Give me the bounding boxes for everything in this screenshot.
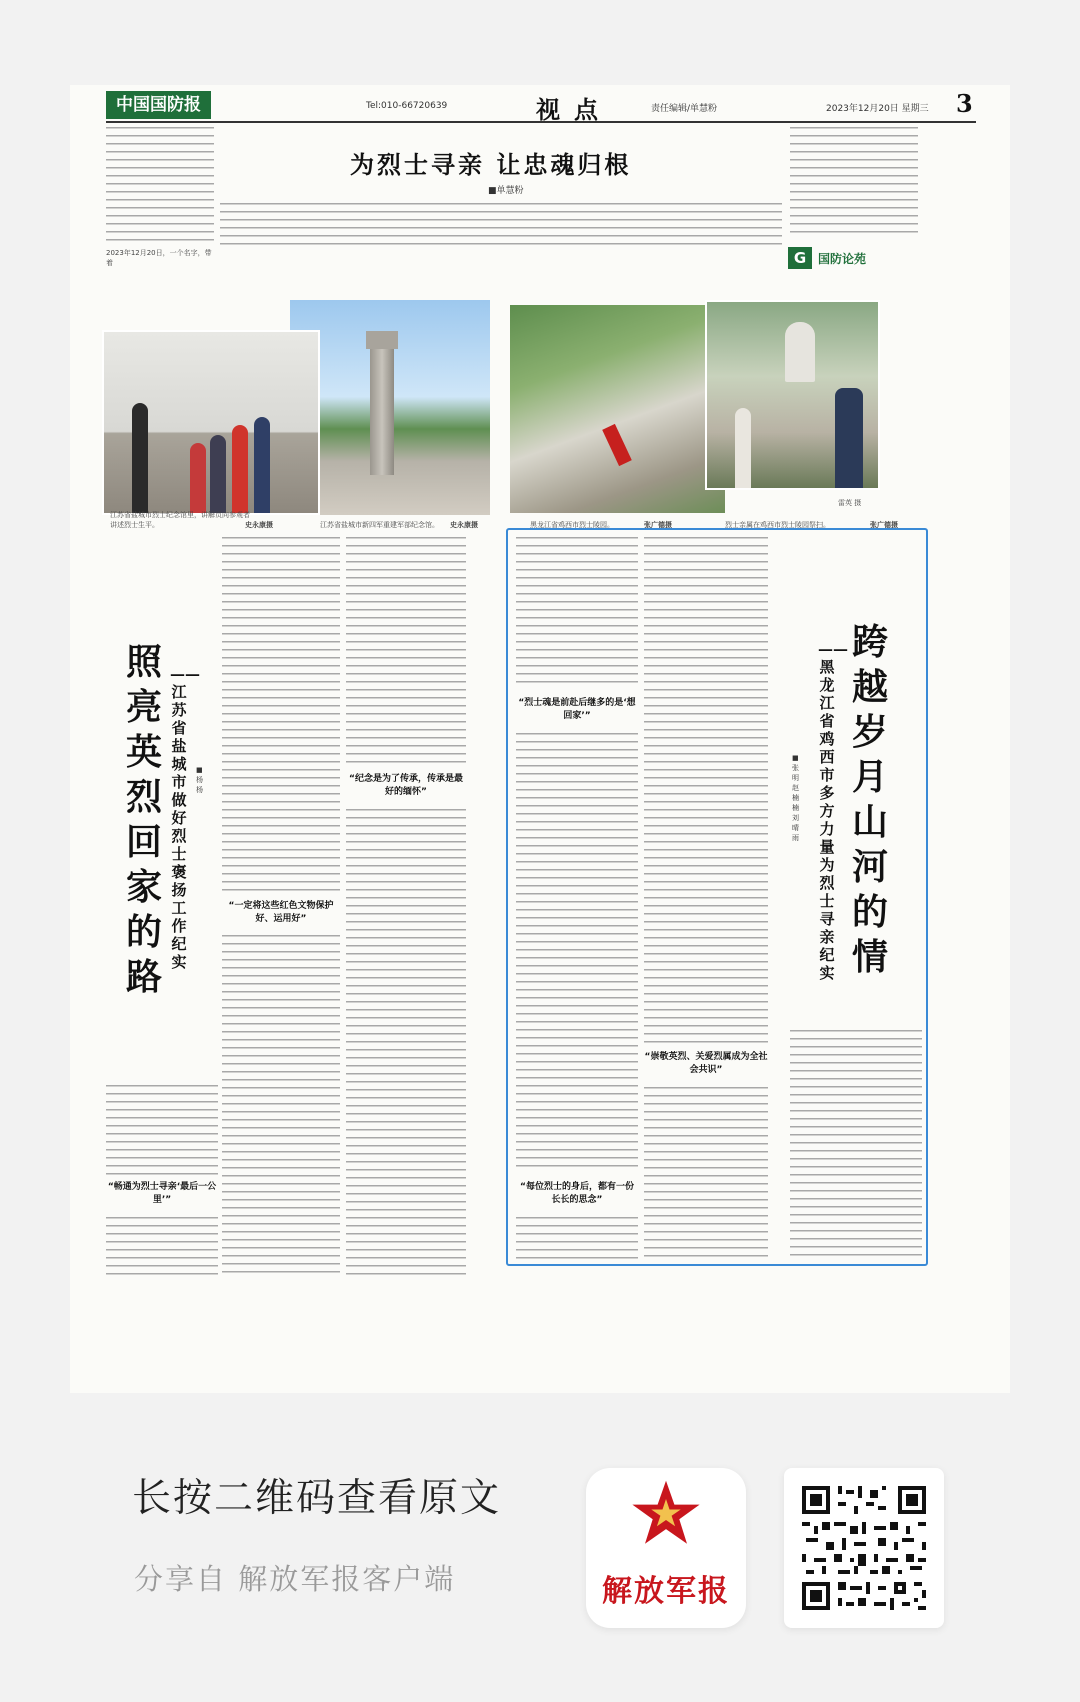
right-text-block [644, 1087, 768, 1261]
right-article-subtitle: ——黑龙江省鸡西市多方力量为烈士寻亲纪实 [818, 640, 848, 982]
memorial-monument [370, 345, 394, 475]
right-crosshead: “每位烈士的身后，都有一份长长的思念” [520, 1182, 634, 1205]
veteran-figure [835, 388, 863, 488]
qr-code[interactable] [784, 1468, 944, 1628]
tombstone [785, 322, 815, 382]
photo-credit: 雷英 摄 [838, 499, 862, 507]
masthead [106, 87, 976, 123]
visitor-figure [210, 435, 226, 513]
left-article-byline: ■杨杨 [196, 766, 203, 794]
right-text-block [516, 537, 638, 689]
qr-instruction: 长按二维码查看原文 [132, 1476, 502, 1521]
right-text-block [644, 537, 768, 1043]
left-article-subtitle: ——江苏省盐城市做好烈士褒扬工作纪实 [170, 665, 200, 971]
right-crosshead: “崇敬英烈、关爱烈属成为全社会共识” [644, 1052, 768, 1075]
photo-caption: 江苏省盐城市新四军重建军部纪念馆。 [320, 521, 439, 529]
column-label: 国防论苑 [818, 252, 867, 266]
editorial-author: ■单慧粉 [488, 186, 524, 196]
right-article-byline: ■张明 赵楠楠 刘晴雨 [792, 754, 799, 842]
app-name: 解放军报 [602, 1574, 730, 1609]
editorial-body [220, 203, 782, 251]
visitor-figure [232, 425, 248, 513]
newspaper-logo: 中国国防报 [106, 91, 211, 119]
right-text-block [516, 733, 638, 1171]
newspaper-page [70, 85, 1010, 1393]
right-crosshead: “烈士魂是前赴后继多的是‘想回家’” [518, 698, 636, 721]
editorial-dateline: 2023年12月20日，一个名字，带着 [106, 249, 212, 267]
photo-credit: 张广德摄 [870, 521, 898, 529]
photo-caption: 黑龙江省鸡西市烈士陵园。 [530, 521, 614, 529]
editorial-title: 为烈士寻亲 让忠魂归根 [350, 150, 632, 179]
photo-credit: 史永康摄 [245, 521, 273, 529]
app-logo [586, 1468, 746, 1628]
photo-credit: 史永康摄 [450, 521, 478, 529]
qr-code-icon [798, 1482, 930, 1614]
photo-caption: 江苏省盐城市烈士纪念馆里，讲解员向参观者讲述烈士生平。 [110, 511, 250, 529]
right-text-block [516, 1217, 638, 1261]
left-text-block [106, 1217, 218, 1277]
left-text-block [222, 935, 340, 1277]
tomb-sweeping-photo [705, 300, 880, 490]
red-star-icon [631, 1478, 701, 1548]
exhibition-photo [102, 330, 320, 515]
left-text-block [222, 537, 340, 895]
guide-figure [132, 403, 148, 513]
section-title: 视点 [536, 95, 612, 124]
right-article-title: 跨越岁月山河的情 [851, 621, 888, 978]
page-number: 3 [956, 89, 973, 118]
left-crosshead: “一定将这些红色文物保护好、运用好” [228, 901, 334, 924]
memorial-photo [290, 300, 490, 515]
editorial-column-right [790, 127, 918, 239]
visitor-figure [254, 417, 270, 513]
responsible-editor: 责任编辑/单慧粉 [651, 104, 718, 114]
left-article-title: 照亮英烈回家的路 [125, 641, 162, 998]
cemetery-photo [510, 305, 725, 513]
star-emblem [602, 424, 632, 466]
photo-credit: 张广德摄 [644, 521, 672, 529]
left-crosshead: “纪念是为了传承，传承是最好的缅怀” [349, 774, 463, 797]
left-text-block [346, 809, 466, 1277]
phone-number: Tel:010-66720639 [366, 101, 448, 111]
visitor-figure [190, 443, 206, 513]
editorial-column-1 [106, 127, 214, 245]
right-text-block [790, 1030, 922, 1260]
photo-caption: 烈士亲属在鸡西市烈士陵园祭扫。 [725, 521, 830, 529]
left-text-block [346, 537, 466, 765]
issue-date: 2023年12月20日 星期三 [826, 104, 929, 114]
visitor-figure [735, 408, 751, 488]
left-text-block [106, 1085, 218, 1177]
left-crosshead: “畅通为烈士寻亲‘最后一公里’” [107, 1182, 217, 1205]
column-badge [788, 247, 888, 269]
column-logo-icon: G [788, 247, 812, 269]
share-source: 分享自 解放军报客户端 [134, 1562, 456, 1596]
